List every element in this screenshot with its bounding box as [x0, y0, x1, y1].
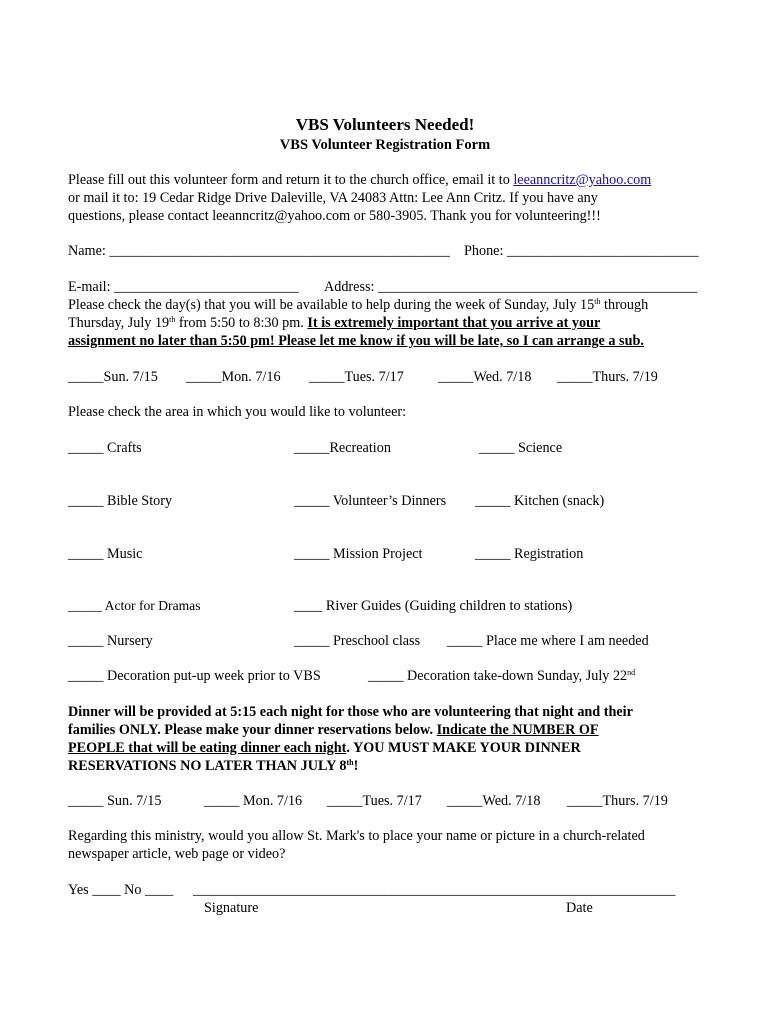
area-decoration-down[interactable]	[368, 667, 635, 685]
availability-text: through	[600, 297, 649, 313]
area-bible-story[interactable]: _____ Bible Story	[68, 493, 173, 509]
dinner-text: families ONLY. Please make your dinner reservations below.	[68, 722, 437, 738]
name-field[interactable]: Name: ________________________________________________	[68, 243, 450, 259]
area-actor-dramas[interactable]: _____ Actor for Dramas	[68, 598, 201, 613]
area-place-me[interactable]: _____ Place me where I am needed	[447, 633, 649, 649]
date-label: Date	[566, 900, 593, 916]
area-kitchen[interactable]: _____ Kitchen (snack)	[475, 493, 605, 509]
intro-line-3: questions, please contact leeanncritz@yahoo.com or 580-3905. Thank you for volunteering!!!	[68, 208, 601, 224]
ordinal-suffix: nd	[627, 668, 636, 677]
signature-label: Signature	[204, 900, 259, 916]
availability-text: Please check the day(s) that you will be available to help during the week of Sunday, July 15	[68, 297, 595, 313]
area-crafts[interactable]: _____ Crafts	[68, 440, 142, 456]
dinner-line-4	[68, 757, 358, 775]
day-wed[interactable]: _____Wed. 7/18	[438, 369, 532, 385]
consent-yes-no[interactable]: Yes ____ No ____	[68, 882, 174, 898]
area-preschool[interactable]: _____ Preschool class	[294, 633, 421, 649]
day-sun[interactable]: _____Sun. 7/15	[68, 369, 158, 385]
dinner-line-2	[68, 721, 599, 739]
dinner-day-mon[interactable]: _____ Mon. 7/16	[204, 793, 303, 809]
dinner-line-1: Dinner will be provided at 5:15 each night for those who are volunteering that night and their	[68, 704, 633, 720]
availability-text: Thursday, July 19	[68, 315, 170, 331]
dinner-line-3	[68, 739, 581, 757]
day-mon[interactable]: _____Mon. 7/16	[186, 369, 281, 385]
dinner-day-tues[interactable]: _____Tues. 7/17	[327, 793, 422, 809]
area-science[interactable]: _____ Science	[479, 440, 563, 456]
area-river-guides[interactable]: ____ River Guides (Guiding children to stations)	[294, 598, 573, 614]
intro-line-2: or mail it to: 19 Cedar Ridge Drive Daleville, VA 24083 Attn: Lee Ann Critz. If you have any	[68, 190, 598, 206]
area-music[interactable]: _____ Music	[68, 546, 143, 562]
ordinal-suffix: th	[594, 297, 601, 306]
day-thurs[interactable]: _____Thurs. 7/19	[557, 369, 658, 385]
availability-line-1	[68, 296, 648, 314]
area-volunteer-dinners[interactable]: _____ Volunteer’s Dinners	[294, 493, 447, 509]
dinner-emphasis: PEOPLE that will be eating dinner each night	[68, 740, 347, 756]
decoration-down-text: _____ Decoration take-down Sunday, July 22	[368, 668, 628, 684]
page-subtitle: VBS Volunteer Registration Form	[279, 137, 491, 153]
email-field[interactable]: E-mail: __________________________	[68, 279, 299, 295]
area-registration[interactable]: _____ Registration	[475, 546, 584, 562]
ministry-line-2: newspaper article, web page or video?	[68, 846, 286, 862]
dinner-text: . YOU MUST MAKE YOUR DINNER	[346, 740, 581, 756]
dinner-text: !	[353, 758, 359, 774]
signature-line[interactable]: ____________________________________________________________________	[193, 882, 676, 898]
area-decoration-up[interactable]: _____ Decoration put-up week prior to VBS	[68, 668, 321, 684]
address-field[interactable]: Address: _____________________________________________	[324, 279, 698, 295]
availability-line-3: assignment no later than 5:50 pm! Please let me know if you will be late, so I can arrange a sub.	[68, 333, 644, 349]
dinner-day-wed[interactable]: _____Wed. 7/18	[447, 793, 541, 809]
ministry-line-1: Regarding this ministry, would you allow St. Mark's to place your name or picture in a church-related	[68, 828, 645, 844]
availability-text: from 5:50 to 8:30 pm.	[175, 315, 308, 331]
intro-text: Please fill out this volunteer form and return it to the church office, email it to	[68, 172, 514, 188]
dinner-day-sun[interactable]: _____ Sun. 7/15	[68, 793, 162, 809]
ordinal-suffix: th	[169, 315, 176, 324]
dinner-text: RESERVATIONS NO LATER THAN JULY 8	[68, 758, 347, 774]
dinner-day-thurs[interactable]: _____Thurs. 7/19	[567, 793, 668, 809]
email-link[interactable]: leeanncritz@yahoo.com	[513, 172, 652, 188]
area-mission-project[interactable]: _____ Mission Project	[294, 546, 423, 562]
ordinal-suffix: th	[346, 758, 354, 767]
day-tues[interactable]: _____Tues. 7/17	[309, 369, 404, 385]
area-recreation[interactable]: _____Recreation	[294, 440, 391, 456]
page-title: VBS Volunteers Needed!	[295, 115, 475, 134]
area-nursery[interactable]: _____ Nursery	[68, 633, 153, 649]
availability-warning: It is extremely important that you arrive at your	[307, 315, 601, 331]
dinner-emphasis: Indicate the NUMBER OF	[436, 722, 599, 738]
phone-field[interactable]: Phone: ___________________________	[464, 243, 699, 259]
intro-line-1	[68, 171, 651, 189]
area-prompt: Please check the area in which you would like to volunteer:	[68, 404, 407, 420]
availability-line-2	[68, 314, 600, 332]
